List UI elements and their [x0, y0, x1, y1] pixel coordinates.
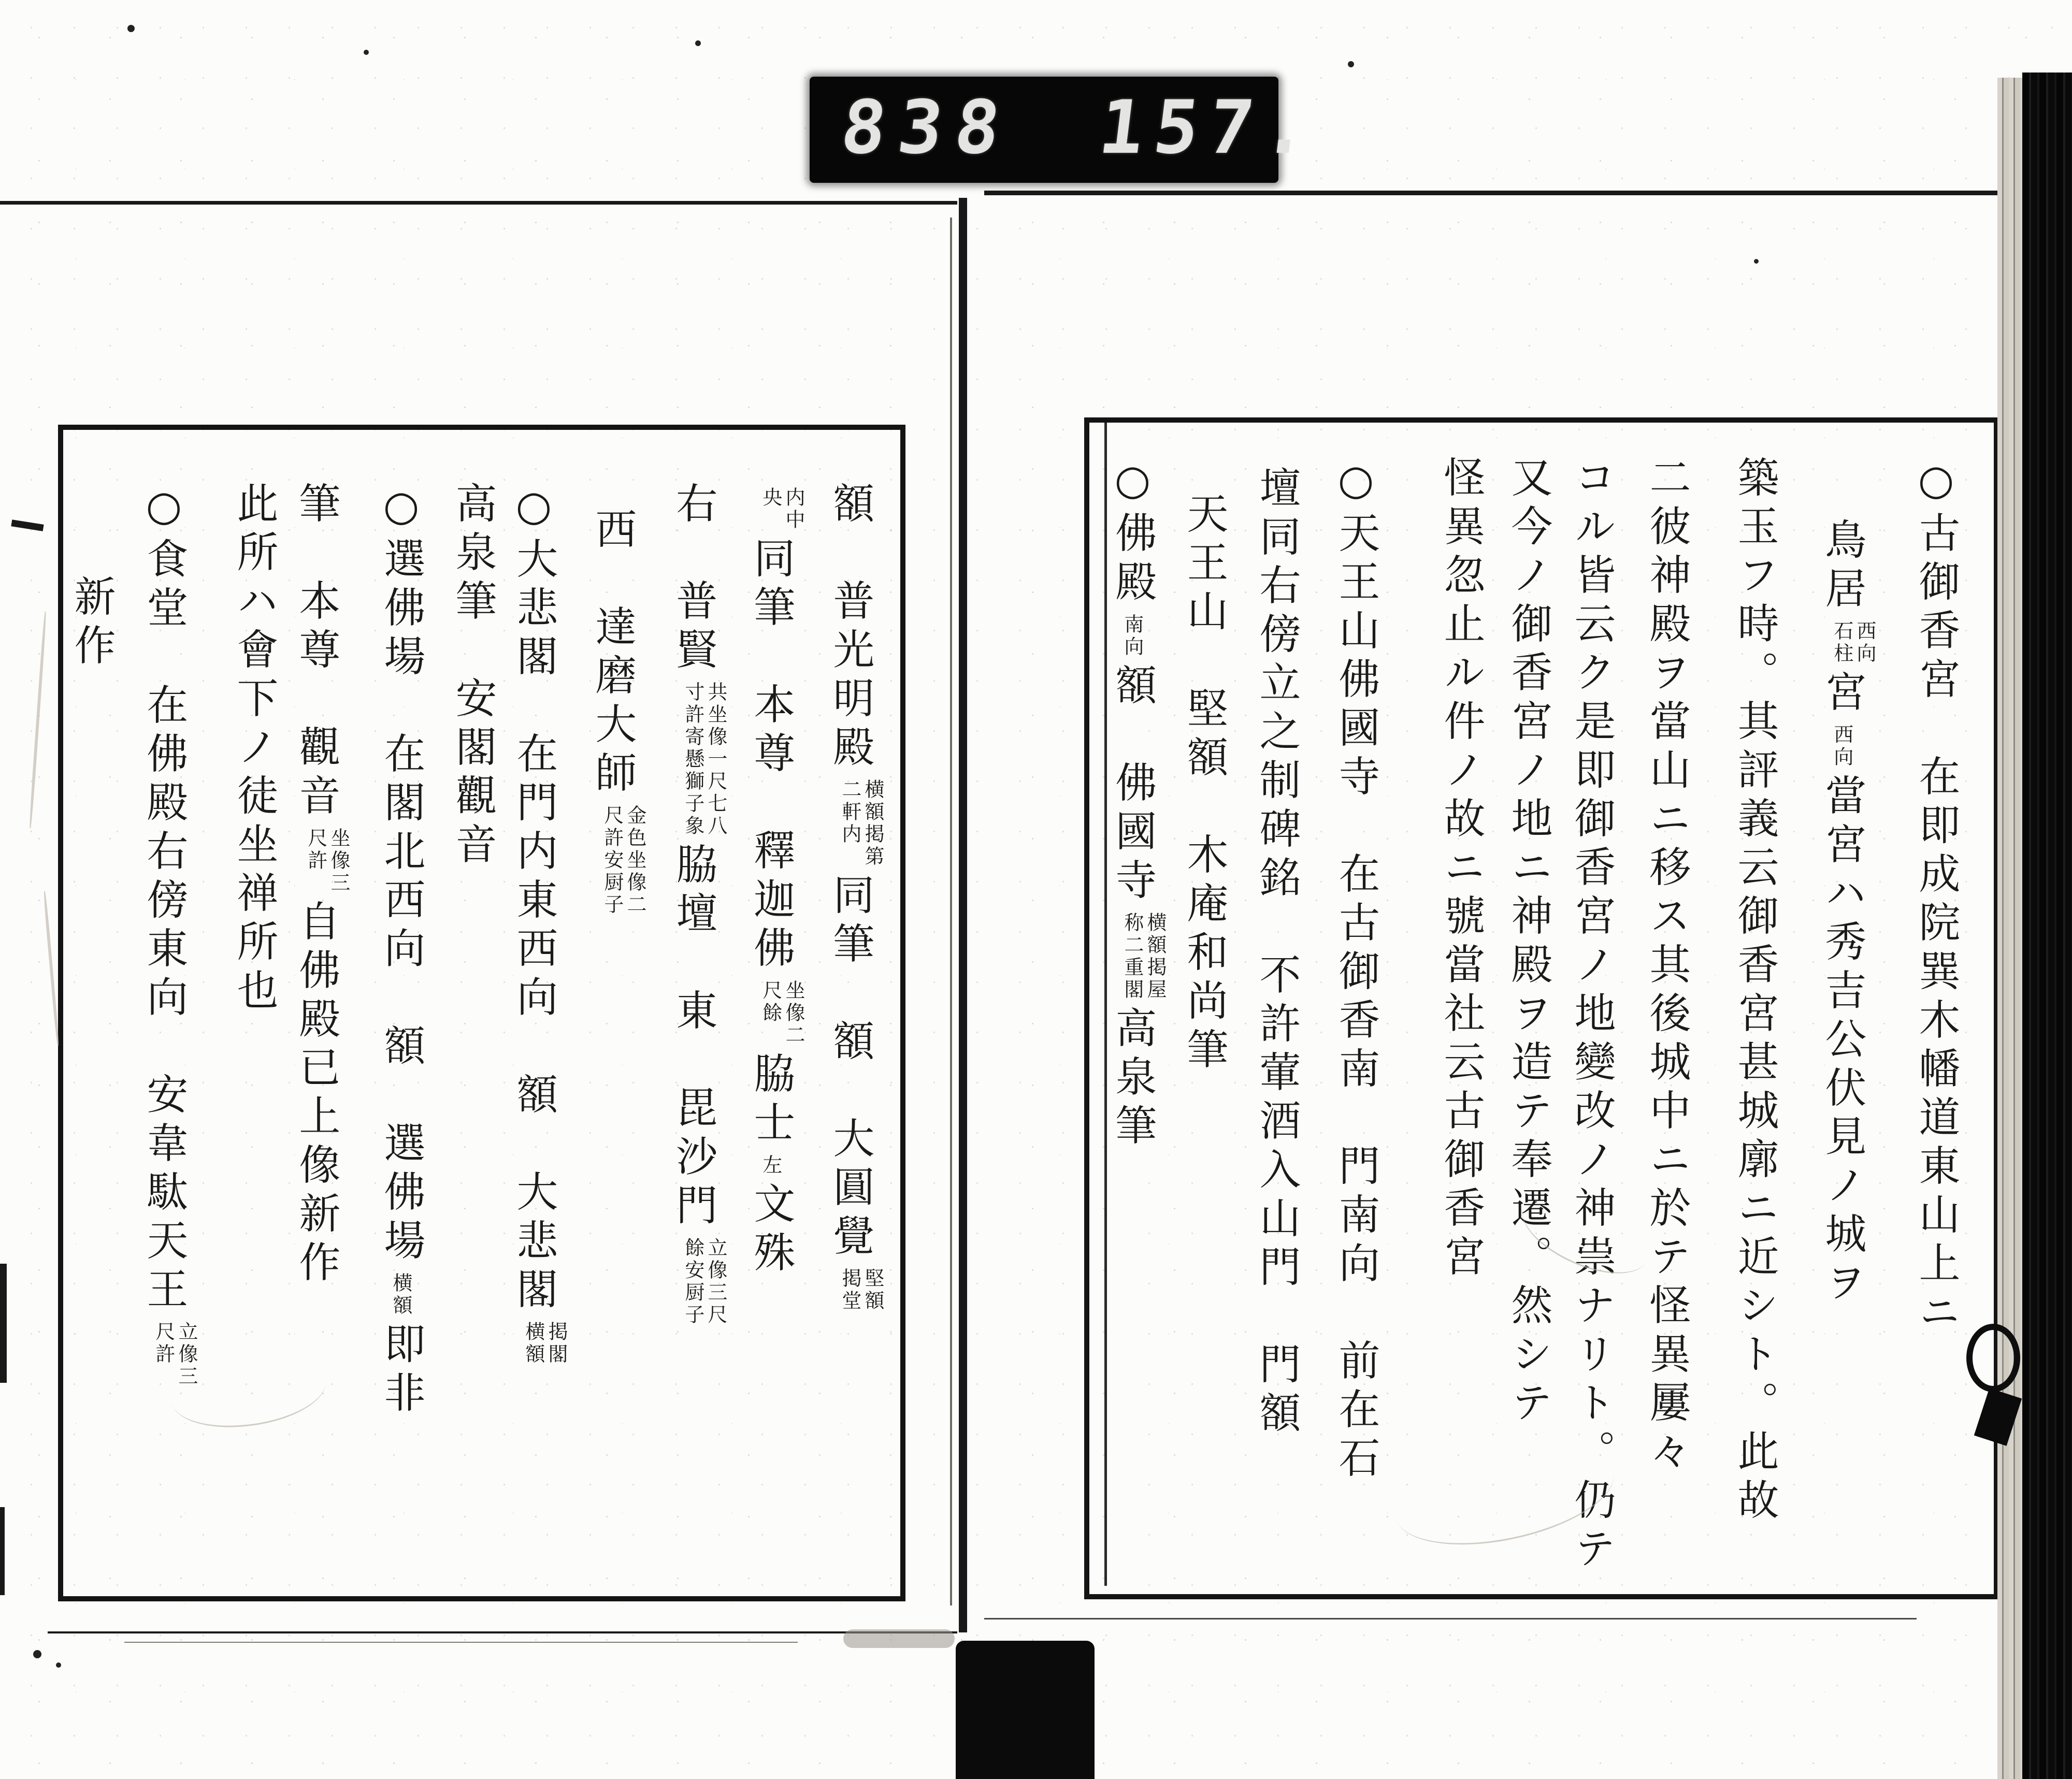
inline-annotation	[839, 1268, 884, 1312]
book-edge-band	[2022, 73, 2072, 1779]
text-run: 怪異忽止ル件ノ故ニ號當社云古御香宮	[1437, 456, 1485, 1283]
annotation-line: 横額掲屋	[1144, 912, 1167, 1001]
text-run: 鳥居	[1818, 518, 1866, 615]
annotation-line: 横額	[522, 1321, 545, 1366]
text-run: 當宮ハ秀吉公伏見ノ城ヲ	[1818, 774, 1866, 1309]
text-column-left-8	[285, 482, 350, 1289]
inline-annotation	[1831, 620, 1876, 665]
text-run: 宮	[1818, 670, 1866, 719]
text-column-left-11	[60, 575, 122, 672]
annotation-line: 掲堂	[838, 1268, 861, 1312]
annotation-line: 掲閣	[545, 1321, 568, 1366]
annotation-line: 尺餘	[759, 980, 782, 1024]
text-column-left-3	[662, 482, 727, 1332]
annotation-line: 横額掲第	[861, 779, 884, 868]
text-column-right-1	[1905, 456, 1967, 1339]
gutter-line	[959, 198, 967, 1632]
text-run: ○大悲閣 在門内東西向 額 大悲閣	[509, 482, 558, 1316]
text-column-right-9	[1245, 466, 1307, 1440]
left-page-bottom-edge-2	[124, 1642, 798, 1643]
text-run: 壇同右傍立之制碑銘 不許葷酒入山門 門額	[1253, 466, 1301, 1440]
text-column-left-1	[819, 482, 884, 1318]
text-column-left-9	[223, 482, 285, 1017]
inline-annotation	[1121, 614, 1144, 658]
text-run: ○食堂 在佛殿右傍東向 安韋駄天王	[139, 482, 188, 1316]
annotation-line: 立像三尺	[704, 1237, 727, 1326]
inline-annotation	[522, 1321, 568, 1366]
annotation-line: 共坐像一尺七八	[704, 682, 727, 837]
annotation-line: 餘安厨子	[681, 1237, 704, 1326]
inline-annotation	[1121, 912, 1167, 1001]
text-column-right-3	[1723, 456, 1786, 1527]
text-column-left-2	[740, 482, 805, 1279]
text-run: 高泉筆	[1108, 1006, 1157, 1152]
annotation-line: 二軒内	[838, 779, 861, 846]
counter-left-digits: 838	[836, 85, 1017, 170]
ink-bleed	[28, 611, 47, 828]
text-column-right-5	[1560, 456, 1622, 1575]
inline-annotation	[682, 1237, 727, 1326]
text-run: ○古御香宮 在即成院巽木幡道東山上ニ	[1912, 456, 1960, 1339]
text-column-right-11	[1101, 456, 1167, 1152]
text-column-left-7	[370, 482, 432, 1420]
annotation-line: 西向	[1853, 620, 1876, 665]
annotation-line: 尺許	[152, 1321, 175, 1366]
text-run: ○佛殿	[1108, 456, 1157, 609]
inline-annotation	[682, 682, 727, 837]
text-column-left-10	[133, 482, 198, 1393]
inline-annotation	[305, 828, 350, 894]
text-column-right-4	[1635, 456, 1697, 1478]
text-run: ○選佛場 在閣北西向 額 選佛場	[377, 482, 425, 1267]
gutter-line-thin	[950, 218, 952, 1606]
text-column-left-5	[502, 482, 568, 1371]
inline-annotation	[759, 1154, 782, 1177]
ink-speck	[33, 1650, 41, 1658]
ink-bleed	[43, 891, 60, 1046]
annotation-line: 西向	[1830, 724, 1853, 769]
annotation-line: 内中	[782, 487, 805, 531]
text-column-left-4	[581, 508, 646, 921]
text-run: ○天王山佛國寺 在古御香南 門南向 前在石	[1332, 456, 1380, 1485]
ink-speck	[695, 40, 701, 46]
text-run: 同筆 本尊 釋迦佛	[746, 537, 795, 975]
left-page-bottom-edge	[48, 1631, 957, 1633]
left-edge-dash	[11, 519, 44, 531]
edge-circle-mark	[1966, 1324, 2020, 1392]
annotation-line: 尺許	[304, 828, 327, 872]
inline-annotation	[601, 805, 646, 916]
text-column-right-7	[1430, 456, 1492, 1283]
text-run: 西 達磨大師	[588, 508, 637, 800]
annotation-line: 称二重閣	[1120, 912, 1144, 1001]
annotation-line: 左	[759, 1154, 782, 1177]
annotation-line: 横額	[390, 1272, 412, 1317]
inline-annotation	[839, 779, 884, 868]
left-binding-mark	[0, 1264, 7, 1383]
text-column-left-6	[441, 482, 503, 871]
ink-speck	[127, 25, 135, 32]
counter-right-digits: 157.	[1094, 85, 1324, 170]
annotation-line: 寸許寄懸獅子象	[681, 682, 704, 837]
annotation-line: 央	[759, 487, 782, 509]
text-column-right-2	[1811, 518, 1876, 1309]
text-run: 天王山 堅額 木庵和尚筆	[1180, 492, 1228, 1076]
text-run: 又今ノ御香宮ノ地ニ神殿ヲ造テ奉遷。然シテ	[1504, 456, 1552, 1429]
inline-annotation	[759, 487, 805, 531]
text-run: 自佛殿已上像新作	[292, 900, 340, 1289]
ink-speck	[56, 1662, 61, 1668]
annotation-line: 堅額	[861, 1268, 884, 1312]
annotation-line: 金色坐像二	[624, 805, 646, 916]
annotation-line: 立像三	[175, 1321, 198, 1388]
annotation-line: 石柱	[1830, 620, 1853, 665]
text-run: 即非	[377, 1322, 425, 1420]
left-page-top-edge	[0, 201, 957, 205]
text-column-right-8	[1325, 456, 1387, 1485]
page-edge-strip	[1997, 78, 2023, 1779]
text-run: 右 普賢	[669, 482, 717, 676]
spine-shadow	[956, 1641, 1095, 1779]
counter-display	[810, 77, 1324, 183]
annotation-line: 尺許安厨子	[600, 805, 624, 916]
text-column-right-6	[1497, 456, 1559, 1429]
inline-annotation	[759, 980, 805, 1047]
left-binding-mark	[0, 1507, 5, 1595]
text-column-right-10	[1173, 492, 1235, 1076]
text-run: 脇壇 東 毘沙門	[669, 843, 717, 1232]
inline-annotation	[1831, 724, 1853, 769]
text-run: 額 佛國寺	[1108, 663, 1157, 907]
right-page-top-edge	[984, 191, 2070, 195]
text-run: 二彼神殿ヲ當山ニ移ス其後城中ニ於テ怪異屢々	[1643, 456, 1691, 1478]
text-run: 同筆 額 大圓覺	[826, 873, 874, 1263]
annotation-line: 南向	[1120, 614, 1144, 658]
text-run: 此所ハ會下ノ徒坐禅所也	[230, 482, 278, 1017]
ink-speck	[1754, 259, 1759, 264]
text-run: 文殊	[746, 1182, 795, 1279]
text-run: 額 普光明殿	[826, 482, 874, 774]
right-page-bottom-edge	[984, 1618, 1917, 1619]
text-run: 脇士	[746, 1052, 795, 1149]
annotation-line: 坐像二	[782, 980, 805, 1047]
inline-annotation	[390, 1272, 412, 1317]
text-run: コル皆云ク是即御香宮ノ地變改ノ神祟ナリト。仍テ	[1567, 456, 1616, 1575]
text-run: 高泉筆 安閣觀音	[449, 482, 497, 871]
annotation-line: 坐像三	[327, 828, 350, 894]
text-run: 築玉フ時。其評義云御香宮甚城廓ニ近シト。此故	[1731, 456, 1779, 1527]
text-run: 新作	[67, 575, 116, 672]
ink-speck	[1348, 61, 1354, 67]
ink-speck	[364, 50, 369, 55]
text-run: 筆 本尊 觀音	[292, 482, 340, 822]
spine-smudge	[843, 1629, 955, 1648]
